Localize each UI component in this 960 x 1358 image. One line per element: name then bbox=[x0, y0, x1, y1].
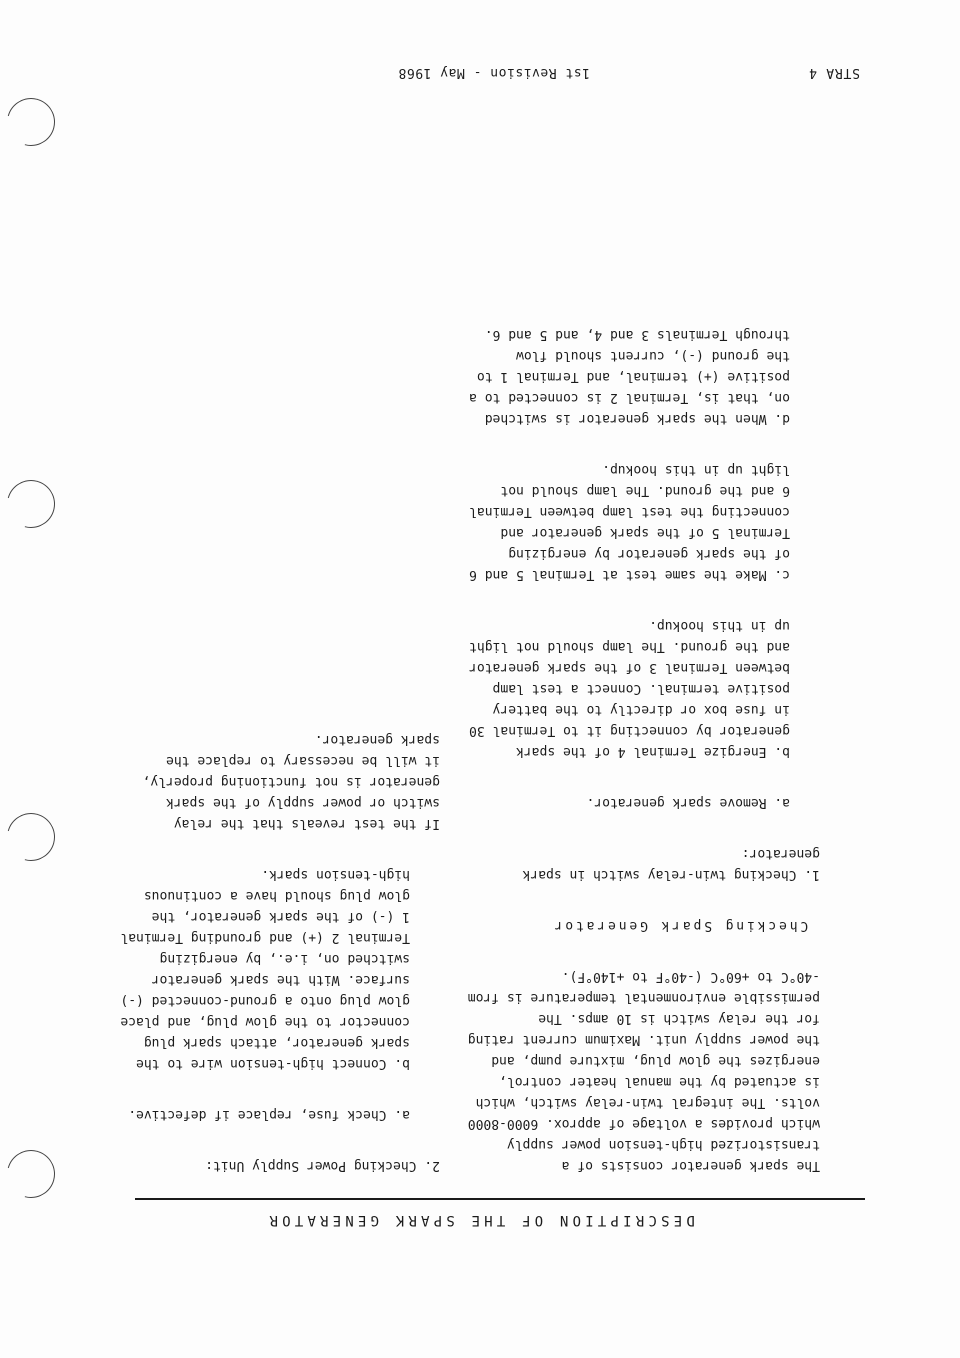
right-column bbox=[120, 729, 440, 1176]
page-title: DESCRIPTION OF THE SPARK GENERATOR bbox=[265, 1212, 695, 1228]
binder-hole-icon bbox=[0, 471, 64, 537]
title-divider bbox=[135, 1198, 865, 1200]
conclusion-paragraph: If the test reveals that the relay switch or power supply of the spark generator is not functioning properly, it will be necessary to replace the spark generator. bbox=[142, 732, 440, 831]
revision-note: 1st Revision - May 1968 bbox=[398, 65, 590, 80]
step-1d: d. When the spark generator is switched on, that is, Terminal 2 is connected to a positive (+) terminal, and Terminal 1 to the ground (-), current should flow through Terminals 3 and 4, and 5 and 6. bbox=[469, 327, 790, 426]
step-1c: c. Make the same test at Terminal 5 and 6 of the spark generator by energizing Terminal 5 of the spark generator and connecting the test lamp between Terminal 6 and the ground. The lamp should not light up in this hookup. bbox=[469, 462, 790, 582]
section-heading: Checking Spark Generator bbox=[551, 918, 809, 933]
left-column bbox=[460, 324, 820, 1176]
binder-hole-icon bbox=[0, 1141, 64, 1207]
step-2-heading: 2. Checking Power Supply Unit: bbox=[205, 1158, 440, 1173]
binder-hole-icon bbox=[0, 804, 64, 870]
page-id: STRA 4 bbox=[808, 65, 860, 80]
step-2b: b. Connect high-tension wire to the spark generator, attach spark plug connector to the glow plug, and place glow plug onto a ground-connected (-) surface. With the spark generator switched on, i.e., by energizing Terminal 2 (+) and grounding Terminal 1 (-) of the spark generator, the glow plug should have a continuous high-tension spark. bbox=[120, 867, 410, 1071]
binder-hole-icon bbox=[0, 89, 64, 155]
step-1a: a. Remove spark generator. bbox=[586, 795, 790, 810]
intro-paragraph: The spark generator consists of a transistorized high-tension power supply which provides a voltage of approx. 6000-8000 volts. The integral twin-relay switch, which is actuated by the manual heater control, energizes the glow plug, mixture pump, and the power supply unit. Maximum current rating for the relay switch is 10 amps. The permissible environmental temperature is from -40°C to +60°C (-40°F to +140°F). bbox=[467, 969, 820, 1173]
step-1-heading: 1. Checking twin-relay switch in spark generator: bbox=[522, 846, 820, 882]
step-1b: b. Energize Terminal 4 of the spark generator by connecting it to Terminal 30 in fuse box or directly to the battery positive terminal. Connect a test lamp between Terminal 3 of the spark generator and the ground. The lamp should not light up in this hookup. bbox=[469, 618, 790, 759]
step-2a: a. Check fuse, replace if defective. bbox=[128, 1107, 410, 1122]
